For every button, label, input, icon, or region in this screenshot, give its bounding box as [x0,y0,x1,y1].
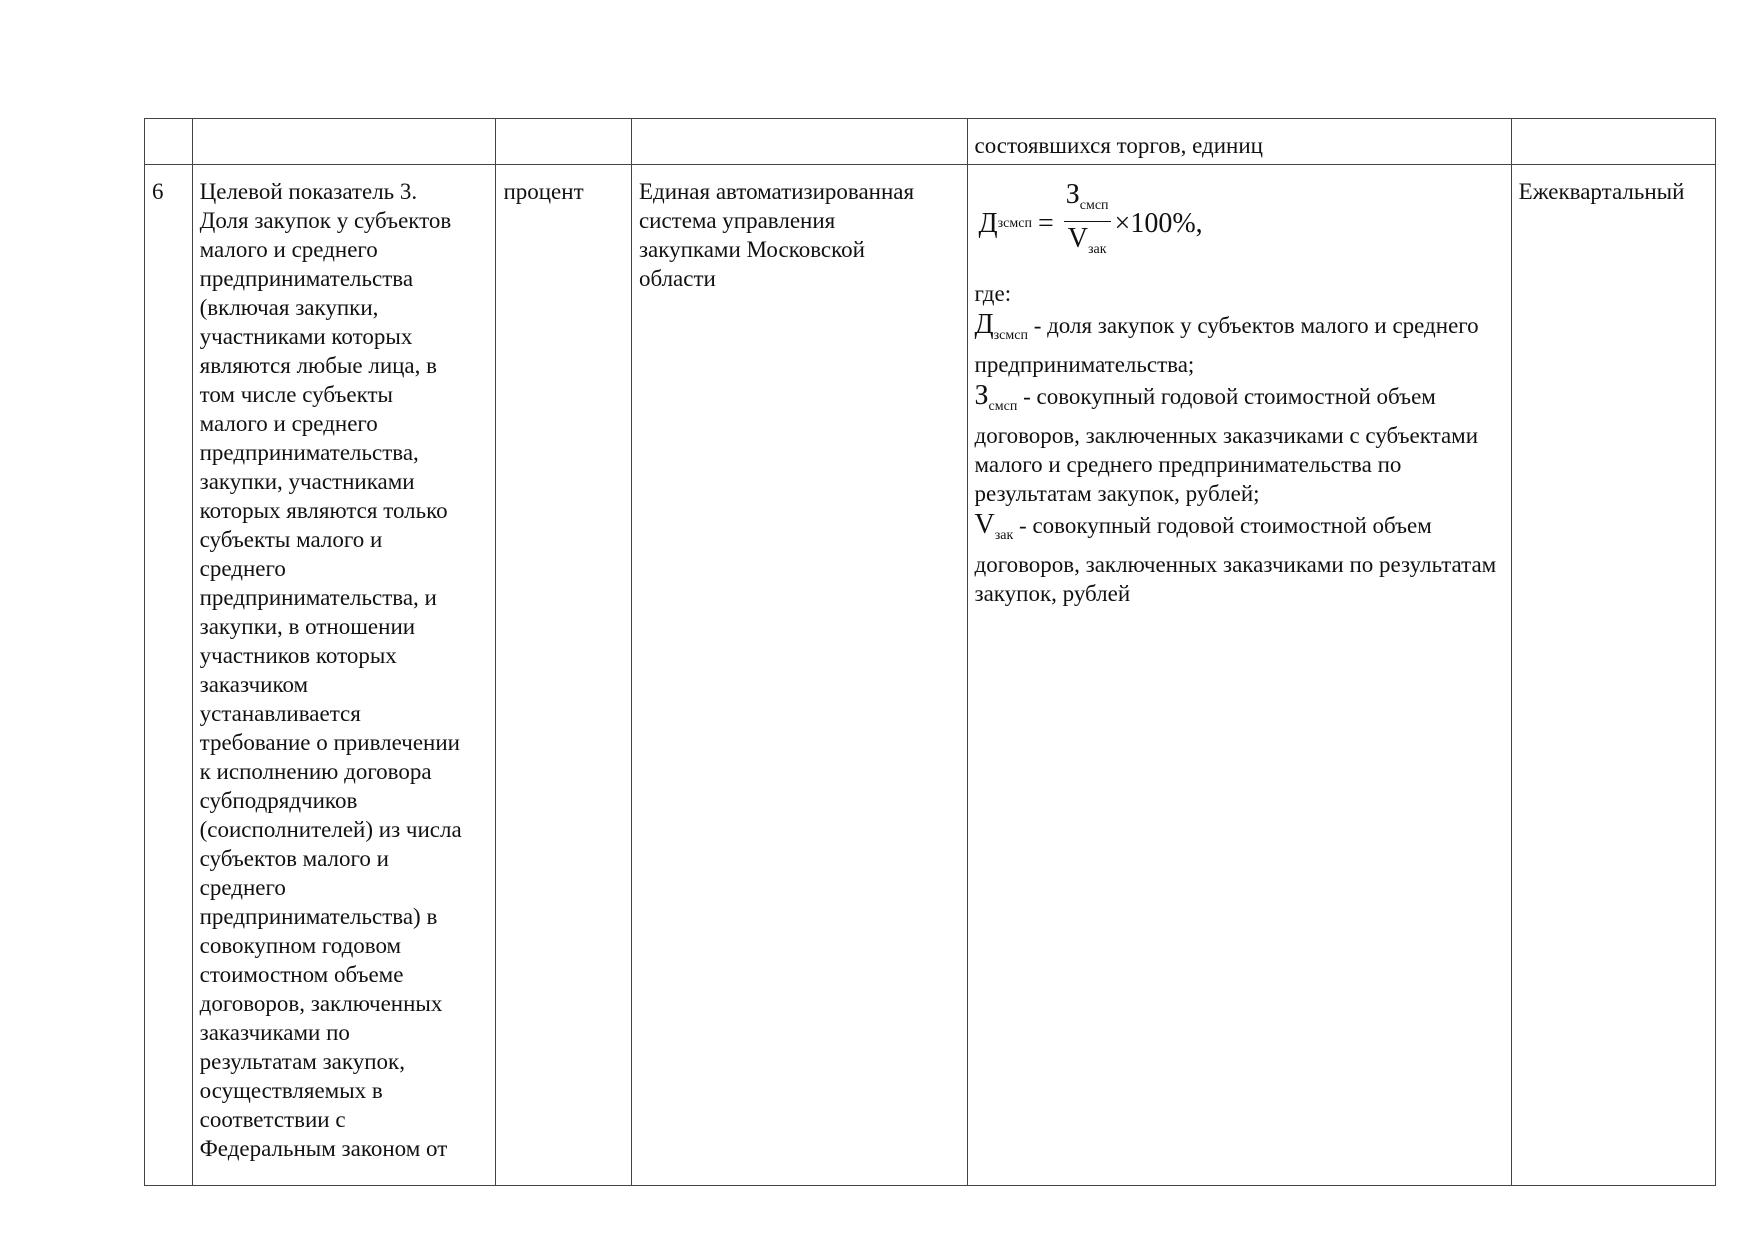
cell-source: Единая автоматизированная система управления закупками Московской области [631,165,967,1186]
cell-indicator-name: Целевой показатель 3. Доля закупок у субъектов малого и среднего предпринимательства (включая закупки, участниками которых являются любые лица, в том числе субъекты малого и среднего предпринимательства, закупки, участниками которых являются только субъекты малого и среднего предпринимательства, и закупки, в отношении участников которых заказчиком устанавливается требование о привлечении к исполнению договора субподрядчиков (соисполнителей) из числа субъектов малого и среднего предпринимательства) в совокупном годовом стоимостном объеме договоров, заключенных заказчиками по результатам закупок, осуществляемых в соответствии с Федеральным законом от [192,165,496,1186]
formula-tail: ×100%, [1114,207,1203,239]
formula-den-sub: зак [1087,241,1107,257]
formula-lhs: Д [978,207,998,239]
def-text: - совокупный годовой стоимостной объем договоров, заключенных заказчиками с субъектами малого и среднего предпринимательства по результатам закупок, рублей; [974,384,1479,506]
cell-empty [1511,119,1715,165]
def-sub: смсп [988,399,1018,414]
def-text: - совокупный годовой стоимостной объем договоров, заключенных заказчиками по результатам закупок, рублей [974,513,1497,606]
cell-period: Ежеквартальный [1511,165,1715,1186]
def-symbol: V [974,509,995,540]
cell-method [967,165,1511,1186]
def-text: - доля закупок у субъектов малого и среднего предпринимательства; [974,313,1479,377]
cell-empty [496,119,632,165]
formula-num-sub: смсп [1079,197,1109,213]
formula-den: V [1067,222,1088,254]
def-symbol: Д [974,309,994,340]
formula-eq: = [1037,207,1054,239]
table-row-6 [145,165,1716,1186]
formula-lhs-sub: зсмсп [997,215,1032,231]
where-label: где: [974,281,1012,306]
def-sub: зсмсп [993,328,1028,343]
formula [978,178,1504,259]
definition [975,381,1504,508]
definition [975,510,1504,608]
cell-number: 6 [145,165,193,1186]
cell-empty [145,119,193,165]
indicators-table [144,118,1716,1186]
cell-empty [192,119,496,165]
definition [975,310,1504,379]
formula-num: З [1065,178,1080,210]
table-row-continuation [145,119,1716,165]
cell-method-continued: состоявшихся торгов, единиц [967,119,1511,165]
def-symbol: З [974,380,989,411]
cell-unit: процент [496,165,632,1186]
def-sub: зак [994,528,1014,543]
cell-empty [631,119,967,165]
formula-fraction [1064,180,1111,267]
